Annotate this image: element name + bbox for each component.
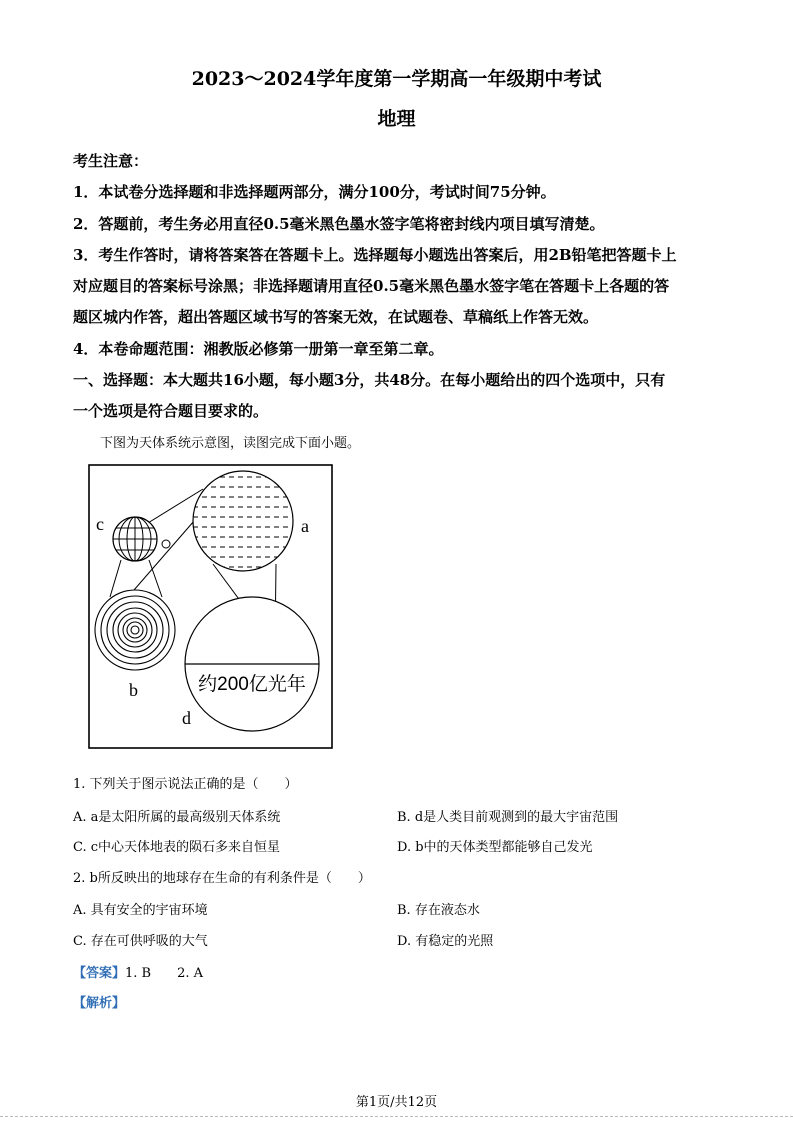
question-1-stem: 1. 下列关于图示说法正确的是（ ） — [73, 777, 298, 792]
notice-line: 题区城内作答，超出答题区域书写的答案无效，在试题卷、草稿纸上作答无效。 — [73, 308, 599, 326]
q2-option-d[interactable]: D. 有稳定的光照 — [397, 934, 494, 949]
notice-line: 2．答题前，考生务必用直径0.5毫米黑色墨水签字笔将密封线内项目填写清楚。 — [73, 215, 605, 233]
answer-label: 【答案】 — [73, 966, 126, 981]
q2-option-c[interactable]: C. 存在可供呼吸的大气 — [73, 934, 208, 949]
answer-line — [73, 962, 203, 981]
notice-heading: 考生注意： — [73, 152, 149, 170]
moon-circle — [162, 540, 170, 548]
system-c-globe — [113, 517, 157, 561]
notice-line: 对应题目的答案标号涂黑；非选择题请用直径0.5毫米黑色墨水签字笔在答题卡上各题的答 — [73, 277, 670, 295]
system-d-circle — [185, 597, 319, 731]
subject-title: 地理 — [377, 108, 416, 130]
analysis-label: 【解析】 — [73, 996, 126, 1011]
q1-option-c[interactable]: C. c中心天体地表的陨石多来自恒星 — [73, 840, 281, 855]
q2-option-a[interactable]: A. 具有安全的宇宙环境 — [73, 903, 208, 918]
label-a: a — [301, 516, 309, 536]
exam-title: 2023～2024学年度第一学期高一年级期中考试 — [191, 68, 602, 90]
section-heading: 一、选择题：本大题共16小题，每小题3分，共48分。在每小题给出的四个选项中，只有 — [73, 371, 666, 389]
system-a-circle — [193, 471, 293, 571]
q2-option-b[interactable]: B. 存在液态水 — [397, 903, 480, 918]
notice-line: 3．考生作答时，请将答案答在答题卡上。选择题每小题选出答案后，用2B铅笔把答题卡上 — [73, 246, 677, 264]
section-heading-cont: 一个选项是符合题目要求的。 — [73, 402, 269, 420]
notice-line: 4．本卷命题范围：湘教版必修第一册第一章至第二章。 — [73, 340, 444, 358]
celestial-system-diagram — [88, 464, 334, 750]
answer-text: 1. B 2. A — [125, 966, 204, 981]
q1-option-d[interactable]: D. b中的天体类型都能够自己发光 — [397, 840, 593, 855]
figure-intro: 下图为天体系统示意图，读图完成下面小题。 — [100, 436, 361, 451]
page-footer: 第1页/共12页 — [355, 1095, 438, 1110]
label-d: d — [182, 708, 191, 728]
question-2-stem: 2. b所反映出的地球存在生命的有利条件是（ ） — [73, 871, 371, 886]
notice-line: 1．本试卷分选择题和非选择题两部分，满分100分，考试时间75分钟。 — [73, 183, 556, 201]
label-b: b — [129, 680, 138, 700]
footer-divider — [0, 1116, 793, 1117]
system-b-orbits — [95, 590, 175, 670]
q1-option-a[interactable]: A. a是太阳所属的最高级别天体系统 — [73, 810, 281, 825]
q1-option-b[interactable]: B. d是人类目前观测到的最大宇宙范围 — [397, 810, 619, 825]
label-c: c — [96, 514, 104, 534]
d-caption: 约200亿光年 — [198, 674, 306, 695]
